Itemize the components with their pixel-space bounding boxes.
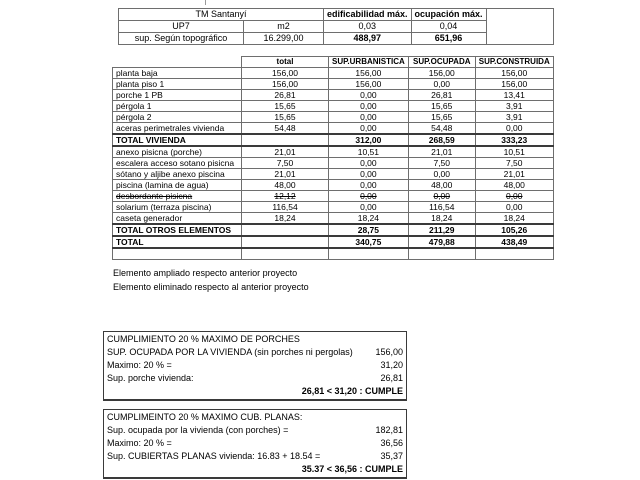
row-label: escalera acceso sotano pisicna [113, 158, 242, 169]
legend [113, 266, 309, 294]
cell-ocupada: 0,00 [408, 191, 475, 202]
cell-construida [475, 248, 553, 260]
column-header-total: total [242, 57, 329, 68]
cell-ocupada [408, 248, 475, 260]
box-row-label: Sup. CUBIERTAS PLANAS vivienda: 16.83 + 18.54 = [107, 451, 321, 461]
cell-total: 26,81 [242, 90, 329, 101]
cell-urbanistica: 18,24 [329, 213, 409, 225]
legend-eliminado: Elemento eliminado respecto al anterior proyecto [113, 282, 309, 292]
cell-max-edificabilidad: 488,97 [324, 33, 412, 45]
cell-construida: 438,49 [475, 236, 553, 248]
cell-ocupada: 7,50 [408, 158, 475, 169]
cell-urbanistica: 0,00 [329, 180, 409, 191]
empty-cell [486, 9, 553, 45]
grand-total-row [113, 236, 554, 248]
cell-urbanistica: 156,00 [329, 79, 409, 90]
column-header-edificabilidad: edificabilidad máx. [324, 9, 412, 21]
table-row [113, 112, 554, 123]
cell-construida: 0,00 [475, 202, 553, 213]
row-label: planta baja [113, 68, 242, 79]
table-row [113, 90, 554, 101]
cell-construida: 0,00 [475, 123, 553, 135]
empty-row [113, 248, 554, 260]
table-row [113, 180, 554, 191]
cell-coef-ocupacion: 0,04 [411, 21, 486, 33]
cell-ocupada: 26,81 [408, 90, 475, 101]
cell-construida: 7,50 [475, 158, 553, 169]
table-row [113, 158, 554, 169]
column-header-ocupacion: ocupación máx. [411, 9, 486, 21]
compliance-box-planas [103, 409, 407, 479]
cell-total: 18,24 [242, 213, 329, 225]
cell-total: 116,54 [242, 202, 329, 213]
cell-ocupada: 116,54 [408, 202, 475, 213]
header-row [113, 57, 554, 68]
cell-construida: 48,00 [475, 180, 553, 191]
cell-urbanistica: 0,00 [329, 90, 409, 101]
cell-urbanistica: 0,00 [329, 158, 409, 169]
cell-total: 156,00 [242, 79, 329, 90]
cell-ocupada: 0,00 [408, 79, 475, 90]
row-label: desbordante pisicna [113, 191, 242, 202]
box-row-label: Maximo: 20 % = [107, 360, 172, 370]
cell-ocupada: 21,01 [408, 146, 475, 158]
row-label: aceras perimetrales vivienda [113, 123, 242, 135]
cell-ocupada: 54,48 [408, 123, 475, 135]
cell-sup-label: sup. Según topográfico [119, 33, 244, 45]
box-row [107, 346, 403, 359]
row-label: planta piso 1 [113, 79, 242, 90]
box-row-value: 182,81 [375, 425, 403, 435]
cell-ocupada: 18,24 [408, 213, 475, 225]
cell-ocupada: 156,00 [408, 68, 475, 79]
column-header-construida: SUP.CONSTRUIDA [475, 57, 553, 68]
cell-ocupada: 15,65 [408, 101, 475, 112]
cell-total: 7,50 [242, 158, 329, 169]
box-row [107, 372, 403, 385]
cell-total [242, 224, 329, 236]
table-row [113, 123, 554, 135]
box-row [107, 437, 403, 450]
cell-urbanistica: 0,00 [329, 101, 409, 112]
cell-urbanistica: 0,00 [329, 191, 409, 202]
box-row-label: Sup. porche vivienda: [107, 373, 194, 383]
cell-construida: 21,01 [475, 169, 553, 180]
legend-ampliado: Elemento ampliado respecto anterior proyecto [113, 268, 298, 278]
cell-total [242, 248, 329, 260]
row-label: TOTAL VIVIENDA [113, 134, 242, 146]
compliance-result: 26,81 < 31,20 : CUMPLE [301, 386, 403, 396]
box-title: CUMPLIMIENTO 20 % MAXIMO DE PORCHES [107, 334, 300, 344]
cell-total: 156,00 [242, 68, 329, 79]
box-row-value: 36,56 [380, 438, 403, 448]
cell-construida: 3,91 [475, 112, 553, 123]
row-label: TOTAL OTROS ELEMENTOS [113, 224, 242, 236]
cell-sup-value: 16.299,00 [244, 33, 324, 45]
row-label: piscina (lamina de agua) [113, 180, 242, 191]
cell-unit: m2 [244, 21, 324, 33]
row-label: pérgola 2 [113, 112, 242, 123]
cell-urbanistica: 0,00 [329, 123, 409, 135]
deleted-element-row [113, 191, 554, 202]
cell-total: 54,48 [242, 123, 329, 135]
row-label: solarium (terraza piscina) [113, 202, 242, 213]
cell-ocupada: 479,88 [408, 236, 475, 248]
table-row [119, 9, 554, 21]
cell-total [242, 134, 329, 146]
compliance-box-porches [103, 331, 407, 401]
cell-construida: 333,23 [475, 134, 553, 146]
table-row [113, 213, 554, 225]
cell-urbanistica: 28,75 [329, 224, 409, 236]
compliance-result: 35.37 < 36,56 : CUMPLE [301, 464, 403, 474]
cell-urbanistica: 0,00 [329, 169, 409, 180]
row-label: TOTAL [113, 236, 242, 248]
box-row-value: 31,20 [380, 360, 403, 370]
table-row [113, 79, 554, 90]
cell-ocupada: 268,59 [408, 134, 475, 146]
parameters-table [118, 8, 554, 45]
empty-corner-cell [113, 57, 242, 68]
cell-construida: 156,00 [475, 68, 553, 79]
row-label: porche 1 PB [113, 90, 242, 101]
cell-ocupada: 0,00 [408, 169, 475, 180]
table-row [113, 101, 554, 112]
cell-urbanistica [329, 248, 409, 260]
cell-total: 15,65 [242, 112, 329, 123]
row-label: sótano y aljibe anexo piscina [113, 169, 242, 180]
box-row-label: Sup. ocupada por la vivienda (con porches) = [107, 425, 289, 435]
cell-construida: 105,26 [475, 224, 553, 236]
cell-total: 21,01 [242, 169, 329, 180]
cell-construida: 18,24 [475, 213, 553, 225]
box-row [107, 359, 403, 372]
row-label: caseta generador [113, 213, 242, 225]
cell-urbanistica: 312,00 [329, 134, 409, 146]
surfaces-table [112, 56, 554, 260]
cell-coef-edificabilidad: 0,03 [324, 21, 412, 33]
cell-total: 12,12 [242, 191, 329, 202]
column-header-ocupada: SUP.OCUPADA [408, 57, 475, 68]
cell-zone: UP7 [119, 21, 244, 33]
crop-artifact-line [205, 0, 206, 5]
total-vivienda-row [113, 134, 554, 146]
municipality-title: TM Santanyí [119, 9, 324, 21]
box-row-label: Maximo: 20 % = [107, 438, 172, 448]
box-row-value: 26,81 [380, 373, 403, 383]
cell-urbanistica: 0,00 [329, 202, 409, 213]
cell-max-ocupacion: 651,96 [411, 33, 486, 45]
cell-total: 48,00 [242, 180, 329, 191]
cell-construida: 10,51 [475, 146, 553, 158]
table-row [113, 169, 554, 180]
table-row [113, 68, 554, 79]
cell-urbanistica: 156,00 [329, 68, 409, 79]
cell-total: 15,65 [242, 101, 329, 112]
cell-construida: 3,91 [475, 101, 553, 112]
cell-construida: 156,00 [475, 79, 553, 90]
cell-total [242, 236, 329, 248]
box-row-value: 35,37 [380, 451, 403, 461]
cell-ocupada: 48,00 [408, 180, 475, 191]
total-otros-row [113, 224, 554, 236]
cell-urbanistica: 0,00 [329, 112, 409, 123]
box-row-label: SUP. OCUPADA POR LA VIVIENDA (sin porches ni pergolas) [107, 347, 353, 357]
cell-total: 21,01 [242, 146, 329, 158]
cell-construida: 13,41 [475, 90, 553, 101]
cell-urbanistica: 10,51 [329, 146, 409, 158]
table-row [113, 202, 554, 213]
cell-urbanistica: 340,75 [329, 236, 409, 248]
row-label [113, 248, 242, 260]
column-header-urbanistica: SUP.URBANISTICA [329, 57, 409, 68]
table-row [113, 146, 554, 158]
row-label: anexo pisicna (porche) [113, 146, 242, 158]
box-row [107, 424, 403, 437]
cell-ocupada: 211,29 [408, 224, 475, 236]
row-label: pérgola 1 [113, 101, 242, 112]
cell-ocupada: 15,65 [408, 112, 475, 123]
box-title: CUMPLIMEINTO 20 % MAXIMO CUB. PLANAS: [107, 412, 303, 422]
cell-construida: 0,00 [475, 191, 553, 202]
box-row-value: 156,00 [375, 347, 403, 357]
box-row [107, 450, 403, 463]
